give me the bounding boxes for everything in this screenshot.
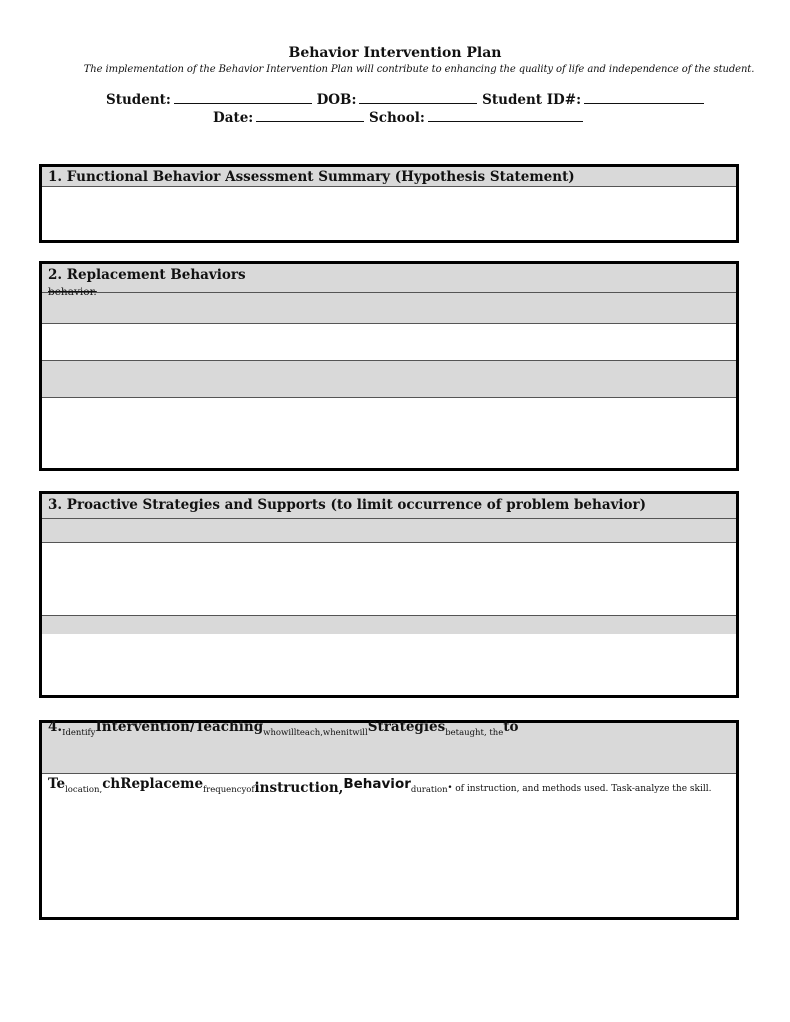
- divider: [42, 360, 736, 361]
- fba-summary-field[interactable]: [42, 187, 736, 240]
- page-subtitle: The implementation of the Behavior Intervention Plan will contribute to enhancing the quality of life and independence of the student.: [83, 64, 755, 75]
- school-field[interactable]: [428, 109, 583, 122]
- heading-fragment: to: [503, 719, 519, 735]
- page-title: Behavior Intervention Plan: [288, 45, 502, 61]
- section-1-heading: 1. Functional Behavior Assessment Summary (Hypothesis Statement): [48, 169, 575, 185]
- intervention-teaching-field[interactable]: [42, 801, 736, 917]
- date-field[interactable]: [256, 109, 364, 122]
- section-intervention-teaching: [39, 720, 739, 920]
- section-4-heading: [48, 719, 519, 738]
- date-label: Date:: [213, 110, 254, 126]
- student-info-row: [106, 91, 704, 108]
- section-2-heading: 2. Replacement Behaviors: [48, 267, 246, 283]
- heading-fragment: Intervention/Teaching: [95, 719, 264, 735]
- section-replacement-behaviors: [39, 261, 739, 471]
- divider: [42, 518, 736, 519]
- section-fba-summary: [39, 164, 739, 243]
- heading-fragment: 4.: [48, 719, 63, 735]
- heading-fragment: duration: [410, 785, 448, 795]
- heading-fragment: Behavior: [343, 776, 411, 792]
- row-band: [42, 615, 736, 634]
- heading-fragment: instruction,: [254, 780, 344, 796]
- replacement-behavior-field[interactable]: [42, 324, 736, 360]
- heading-fragment: frequencyof: [203, 785, 255, 795]
- heading-fragment: whowillteach,whenitwill: [263, 728, 368, 738]
- heading-fragment: Te: [48, 776, 66, 792]
- student-id-field[interactable]: [584, 91, 704, 104]
- heading-fragment: Identify: [62, 728, 96, 738]
- row-band: [42, 360, 736, 397]
- heading-fragment: location,: [65, 785, 103, 795]
- heading-fragment: of instruction, and methods used. Task-analyze the skill.: [452, 784, 712, 794]
- dob-label: DOB:: [316, 92, 357, 108]
- student-name-field[interactable]: [174, 91, 312, 104]
- heading-fragment: .: [447, 776, 453, 792]
- section-proactive-strategies: [39, 491, 739, 698]
- proactive-supports-field[interactable]: [42, 634, 736, 695]
- student-label: Student:: [106, 92, 171, 108]
- proactive-strategies-field[interactable]: [42, 543, 736, 615]
- heading-fragment: Strategies: [367, 719, 446, 735]
- date-school-row: [213, 109, 583, 126]
- heading-fragment: betaught, the: [445, 728, 504, 738]
- heading-fragment: chReplaceme: [102, 776, 204, 792]
- dob-field[interactable]: [359, 91, 477, 104]
- student-id-label: Student ID#:: [482, 92, 582, 108]
- divider: [42, 773, 736, 774]
- section-3-heading: 3. Proactive Strategies and Supports (to limit occurrence of problem behavior): [48, 497, 647, 513]
- overlap-text: behavior.: [48, 286, 97, 298]
- divider: [42, 292, 736, 293]
- school-label: School:: [368, 110, 425, 126]
- replacement-behavior-detail-field[interactable]: [42, 398, 736, 468]
- section-4-subheading: [48, 776, 711, 796]
- divider: [42, 615, 736, 616]
